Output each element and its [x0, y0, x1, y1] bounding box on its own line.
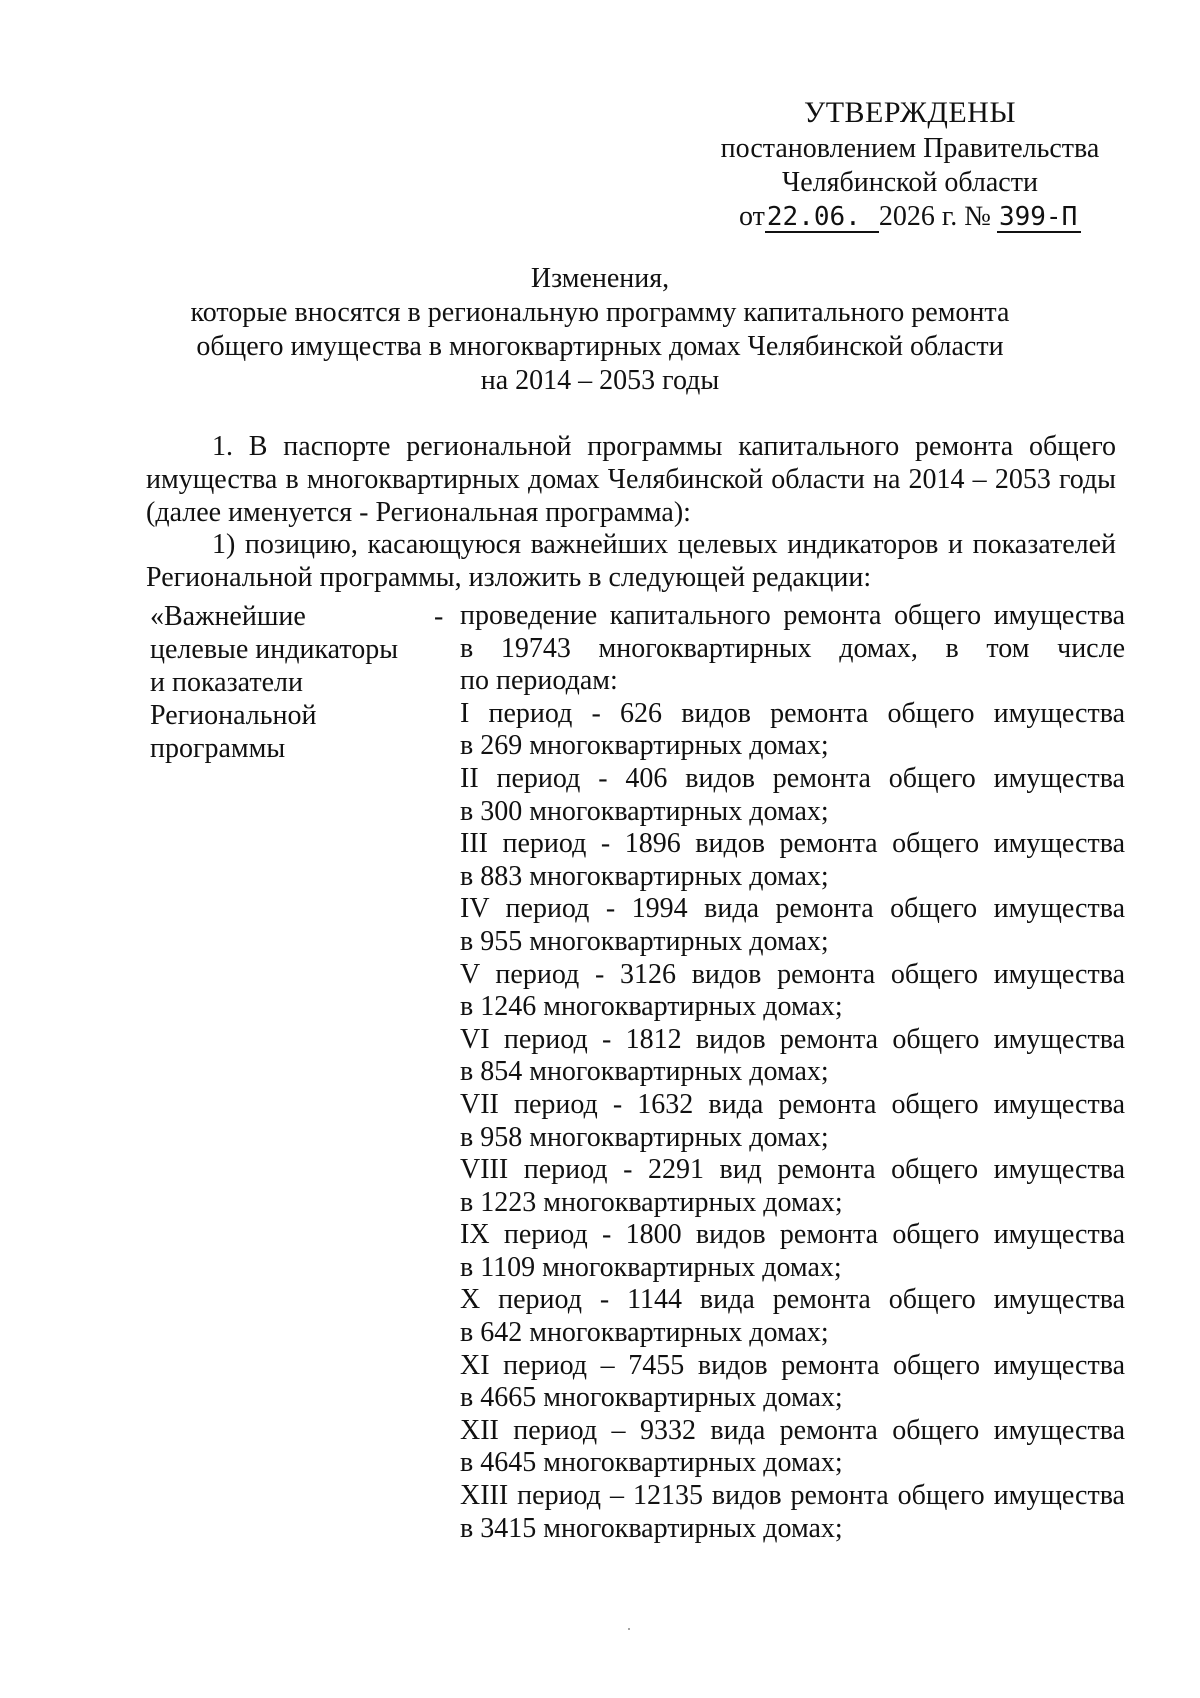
period-item: [460, 1350, 1125, 1415]
period-line: X период - 1144 вида ремонта общего имущества: [460, 1284, 1125, 1316]
approval-block: [700, 96, 1120, 234]
period-line: в 300 многоквартирных домах;: [460, 795, 829, 827]
date-prefix: от: [739, 201, 765, 232]
document-heading: [150, 262, 1050, 398]
heading-title: Изменения,: [530, 263, 670, 294]
passport-value: [460, 600, 1125, 1545]
period-line: в 4645 многоквартирных домах;: [460, 1447, 843, 1479]
period-line: в 1109 многоквартирных домах;: [460, 1251, 842, 1283]
period-line: в 955 многоквартирных домах;: [460, 925, 829, 957]
passport-dash: -: [434, 601, 444, 632]
period-line: I период - 626 видов ремонта общего имущества: [460, 697, 1125, 729]
approval-title: УТВЕРЖДЕНЫ: [803, 96, 1017, 129]
period-line: в 854 многоквартирных домах;: [460, 1056, 829, 1088]
period-line: VIII период - 2291 вид ремонта общего имущества: [460, 1154, 1125, 1186]
passport-label: [150, 600, 410, 765]
period-line: в 3415 многоквартирных домах;: [460, 1512, 843, 1544]
page-mark: [628, 1628, 630, 1630]
period-line: IX период - 1800 видов ремонта общего имущества: [460, 1219, 1125, 1251]
period-line: в 269 многоквартирных домах;: [460, 730, 829, 762]
label-line: целевые индикаторы: [150, 634, 399, 665]
period-line: в 883 многоквартирных домах;: [460, 860, 829, 892]
year-suffix: 2026 г. №: [878, 201, 991, 232]
period-line: в 1246 многоквартирных домах;: [460, 991, 843, 1023]
period-line: IV период - 1994 вида ремонта общего имущества: [460, 893, 1125, 925]
period-item: [460, 1284, 1125, 1349]
heading-line-2: общего имущества в многоквартирных домах Челябинской области: [196, 331, 1004, 362]
label-line: программы: [150, 733, 286, 764]
label-line: «Важнейшие: [150, 601, 306, 632]
label-line: и показатели: [150, 667, 303, 698]
heading-line-1: которые вносятся в региональную программу капитального ремонта: [190, 297, 1010, 328]
handwritten-number: 399-П: [997, 203, 1081, 233]
period-line: V период - 3126 видов ремонта общего имущества: [460, 958, 1125, 990]
period-item: [460, 893, 1125, 958]
period-line: XI период – 7455 видов ремонта общего имущества: [460, 1349, 1125, 1381]
period-line: VII период - 1632 вида ремонта общего имущества: [460, 1088, 1125, 1120]
paragraph-1: 1. В паспорте региональной программы капитального ремонта общего имущества в многоквартирных домах Челябинской области на 2014 – 2053 годы (далее именуется - Региональная программа):: [146, 431, 1116, 528]
heading-line-3: на 2014 – 2053 годы: [480, 365, 720, 396]
period-line: в 1223 многоквартирных домах;: [460, 1186, 843, 1218]
approval-line-2: Челябинской области: [782, 167, 1038, 198]
period-line: III период - 1896 видов ремонта общего имущества: [460, 828, 1125, 860]
approval-date-line: [700, 200, 1120, 234]
label-line: Региональной: [150, 700, 317, 731]
period-line: VI период - 1812 видов ремонта общего имущества: [460, 1023, 1125, 1055]
period-line: II период - 406 видов ремонта общего имущества: [460, 762, 1125, 794]
period-item: [460, 698, 1125, 763]
period-item: [460, 763, 1125, 828]
period-item: [460, 959, 1125, 1024]
approval-line-1: постановлением Правительства: [720, 133, 1100, 164]
period-item: [460, 1415, 1125, 1480]
period-line: XII период – 9332 вида ремонта общего имущества: [460, 1414, 1125, 1446]
period-item: [460, 1480, 1125, 1545]
period-line: в 958 многоквартирных домах;: [460, 1121, 829, 1153]
period-item: [460, 1089, 1125, 1154]
period-line: в 642 многоквартирных домах;: [460, 1317, 829, 1349]
period-item: [460, 828, 1125, 893]
intro-line: в 19743 многоквартирных домах, в том числе: [460, 632, 1125, 664]
intro-line: по периодам:: [460, 665, 618, 697]
handwritten-date: 22.06.: [765, 203, 879, 233]
period-line: в 4665 многоквартирных домах;: [460, 1382, 843, 1414]
paragraph-2: 1) позицию, касающуюся важнейших целевых индикаторов и показателей Региональной программы, изложить в следующей редакции:: [146, 529, 1116, 593]
period-item: [460, 1154, 1125, 1219]
period-line: XIII период – 12135 видов ремонта общего имущества: [460, 1480, 1125, 1512]
period-item: [460, 1219, 1125, 1284]
intro-line: проведение капитального ремонта общего имущества: [460, 600, 1125, 631]
period-item: [460, 1024, 1125, 1089]
